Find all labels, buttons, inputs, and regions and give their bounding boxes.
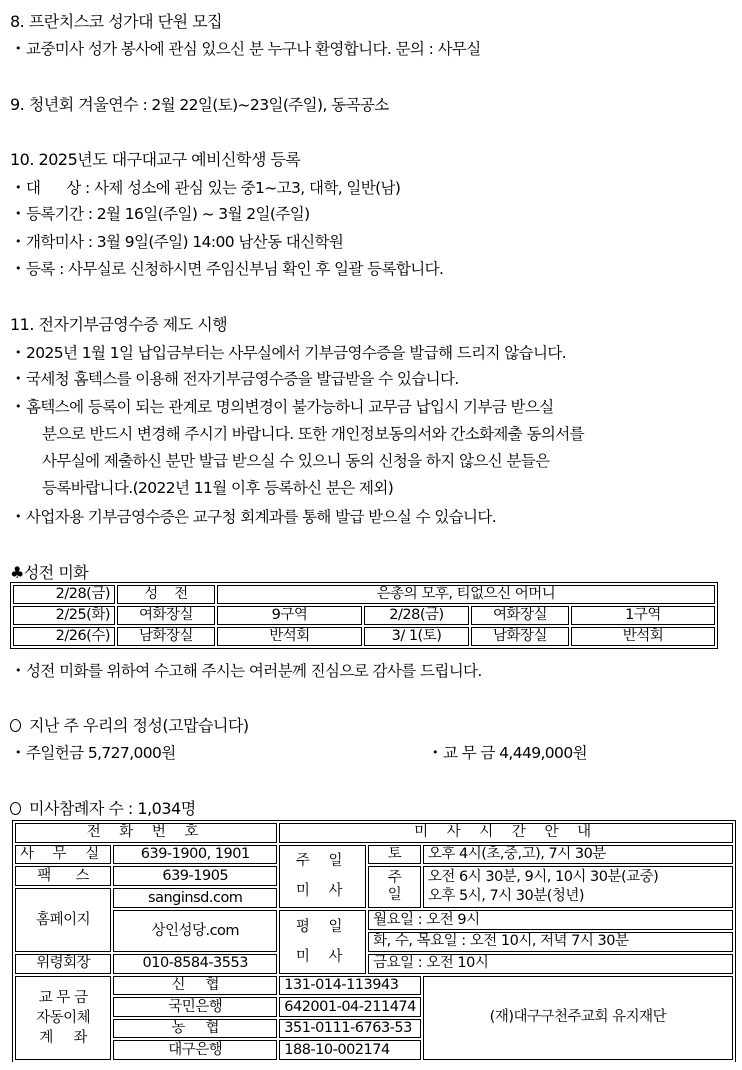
bank-account: 188-10-002174 xyxy=(279,1040,421,1060)
circle-icon xyxy=(10,802,21,815)
bank-name: 농 협 xyxy=(113,1019,277,1039)
fax-label: 팩 스 xyxy=(15,866,111,886)
parish-info-table xyxy=(12,820,736,1062)
sunday-mass-time-2: 오후 5시, 7시 30분(청년) xyxy=(427,888,585,905)
saturday-mass-time: 오후 4시(초,중,고), 7시 30분 xyxy=(423,845,733,865)
altar-date: 2/25(화) xyxy=(13,606,115,625)
bank-name: 대구은행 xyxy=(113,1040,277,1060)
office-label: 사 무 실 xyxy=(15,845,111,865)
altar-group: 9구역 xyxy=(217,606,362,625)
office-phone: 639-1900, 1901 xyxy=(113,845,277,865)
chair-label: 위령회장 xyxy=(15,954,111,974)
altar-title: ♣성전 미화 xyxy=(10,563,89,582)
auto-transfer-label xyxy=(15,976,111,1060)
table-row xyxy=(13,585,715,604)
table-row xyxy=(15,954,733,974)
item11-line: • 국세청 홈텍스를 이용해 전자기부금영수증을 발급받을 수 있습니다. xyxy=(10,367,459,389)
attendance-heading xyxy=(10,796,196,819)
mass-header: 미 사 시 간 안 내 xyxy=(279,823,733,843)
homepage-label: 홈페이지 xyxy=(15,888,111,952)
auto-transfer-label-1: 교 무 금 xyxy=(38,989,88,1006)
offering-dues: • 교 무 금 4,449,000원 xyxy=(427,741,587,763)
chair-phone: 010-8584-3553 xyxy=(113,954,277,974)
item9-detail: : 2월 22일(토)~23일(주일), 동곡공소 xyxy=(138,96,389,114)
item10-line: • 개학미사 : 3월 9일(주일) 14:00 남산동 대신학원 xyxy=(10,230,343,252)
sunday-mass-time-1: 오전 6시 30분, 9시, 10시 30분(교중) xyxy=(427,869,659,886)
friday-mass: 금요일 : 오전 10시 xyxy=(368,954,733,974)
bank-account: 351-0111-6763-53 xyxy=(279,1019,421,1039)
weekday-mass-label-1: 평 일 xyxy=(295,918,350,935)
table-row xyxy=(13,627,715,646)
table-row xyxy=(15,845,733,865)
item11-line: 사무실에 제출하신 분만 발급 받으실 수 있으니 동의 신청을 하지 않으신 분들은 xyxy=(42,452,550,470)
bank-name: 신 협 xyxy=(113,976,277,996)
sunday-mass-label-2: 미 사 xyxy=(295,883,350,900)
item11-line: • 홈텍스에 등록이 되는 관계로 명의변경이 불가능하니 교무금 납입시 기부금 받으실 xyxy=(10,395,554,417)
weekday-mass-label xyxy=(279,910,366,974)
item11-line: 분으로 반드시 변경해 주시기 바랍니다. 또한 개인정보동의서와 간소화제출 동의서를 xyxy=(42,425,585,443)
homepage-link-1[interactable]: sanginsd.com xyxy=(113,888,277,908)
sunday-mass-label-1: 주 일 xyxy=(295,853,350,870)
sunday-mass-times xyxy=(423,866,733,908)
altar-place: 여화장실 xyxy=(117,606,215,625)
sunday-label-2: 일 xyxy=(387,887,402,904)
item10-line: • 대 상 : 사제 성소에 관심 있는 중1~고3, 대학, 일반(남) xyxy=(10,176,400,198)
item10-title: 10. 2025년도 대구대교구 예비신학생 등록 xyxy=(10,150,301,169)
saturday-label: 토 xyxy=(368,845,421,865)
attendance-title: 미사참례자 수 : 1,034명 xyxy=(29,799,196,818)
altar-date: 2/28(금) xyxy=(13,585,115,604)
offering-title: 지난 주 우리의 정성(고맙습니다) xyxy=(29,716,249,735)
tue-thu-mass: 화, 수, 목요일 : 오전 10시, 저녁 7시 30분 xyxy=(368,932,733,952)
offering-sunday: • 주일헌금 5,727,000원 xyxy=(10,741,176,763)
homepage-link-2[interactable]: 상인성당.com xyxy=(113,910,277,952)
item9-title: 9. 청년회 겨울연수 xyxy=(10,95,139,114)
item9-heading xyxy=(10,92,389,115)
phone-header: 전 화 번 호 xyxy=(15,823,277,843)
sunday-mass-label xyxy=(279,845,366,909)
item8-title: 8. 프란치스코 성가대 단원 모집 xyxy=(10,12,223,31)
altar-place: 여화장실 xyxy=(471,606,569,625)
weekday-mass-label-2: 미 사 xyxy=(295,948,350,965)
bank-name: 국민은행 xyxy=(113,997,277,1017)
monday-mass: 월요일 : 오전 9시 xyxy=(368,910,733,930)
item11-line: 등록바랍니다.(2022년 11월 이후 등록하신 분은 제외) xyxy=(42,479,394,497)
table-row xyxy=(15,976,733,996)
auto-transfer-label-2: 자동이체 xyxy=(36,1009,91,1026)
altar-group: 은총의 모후, 티없으신 어머니 xyxy=(217,585,715,604)
table-row xyxy=(15,910,733,930)
altar-schedule-table xyxy=(10,582,718,649)
altar-place: 남화장실 xyxy=(117,627,215,646)
altar-place: 남화장실 xyxy=(471,627,569,646)
sunday-label xyxy=(368,866,421,908)
item10-line: • 등록 : 사무실로 신청하시면 주임신부님 확인 후 일괄 등록합니다. xyxy=(10,257,443,279)
altar-date: 3/ 1(토) xyxy=(364,627,469,646)
bank-account: 642001-04-211474 xyxy=(279,997,421,1017)
altar-group: 반석회 xyxy=(571,627,715,646)
item11-line: • 2025년 1월 1일 납입금부터는 사무실에서 기부금영수증을 발급해 드리지 않습니다. xyxy=(10,341,566,363)
altar-group: 1구역 xyxy=(571,606,715,625)
altar-group: 반석회 xyxy=(217,627,362,646)
table-row xyxy=(15,866,733,886)
altar-note: • 성전 미화를 위하여 수고해 주시는 여러분께 진심으로 감사를 드립니다. xyxy=(10,659,482,681)
altar-date: 2/28(금) xyxy=(364,606,469,625)
item8-line: • 교중미사 성가 봉사에 관심 있으신 분 누구나 환영합니다. 문의 : 사무실 xyxy=(10,37,481,59)
altar-label: 성 전 xyxy=(117,585,215,604)
bank-account: 131-014-113943 xyxy=(279,976,421,996)
item11-title: 11. 전자기부금영수증 제도 시행 xyxy=(10,315,228,334)
altar-date: 2/26(수) xyxy=(13,627,115,646)
item11-line: • 사업자용 기부금영수증은 교구청 회계과를 통해 발급 받으실 수 있습니다. xyxy=(10,505,496,527)
item10-line: • 등록기간 : 2월 16일(주일) ~ 3월 2일(주일) xyxy=(10,202,310,224)
table-row xyxy=(15,823,733,843)
fax-number: 639-1905 xyxy=(113,866,277,886)
offering-heading xyxy=(10,713,249,736)
account-holder: (재)대구구천주교회 유지재단 xyxy=(423,976,733,1060)
table-row xyxy=(13,606,715,625)
auto-transfer-label-3: 계 좌 xyxy=(39,1029,87,1046)
circle-icon xyxy=(10,719,21,732)
sunday-label-1: 주 xyxy=(387,870,402,887)
